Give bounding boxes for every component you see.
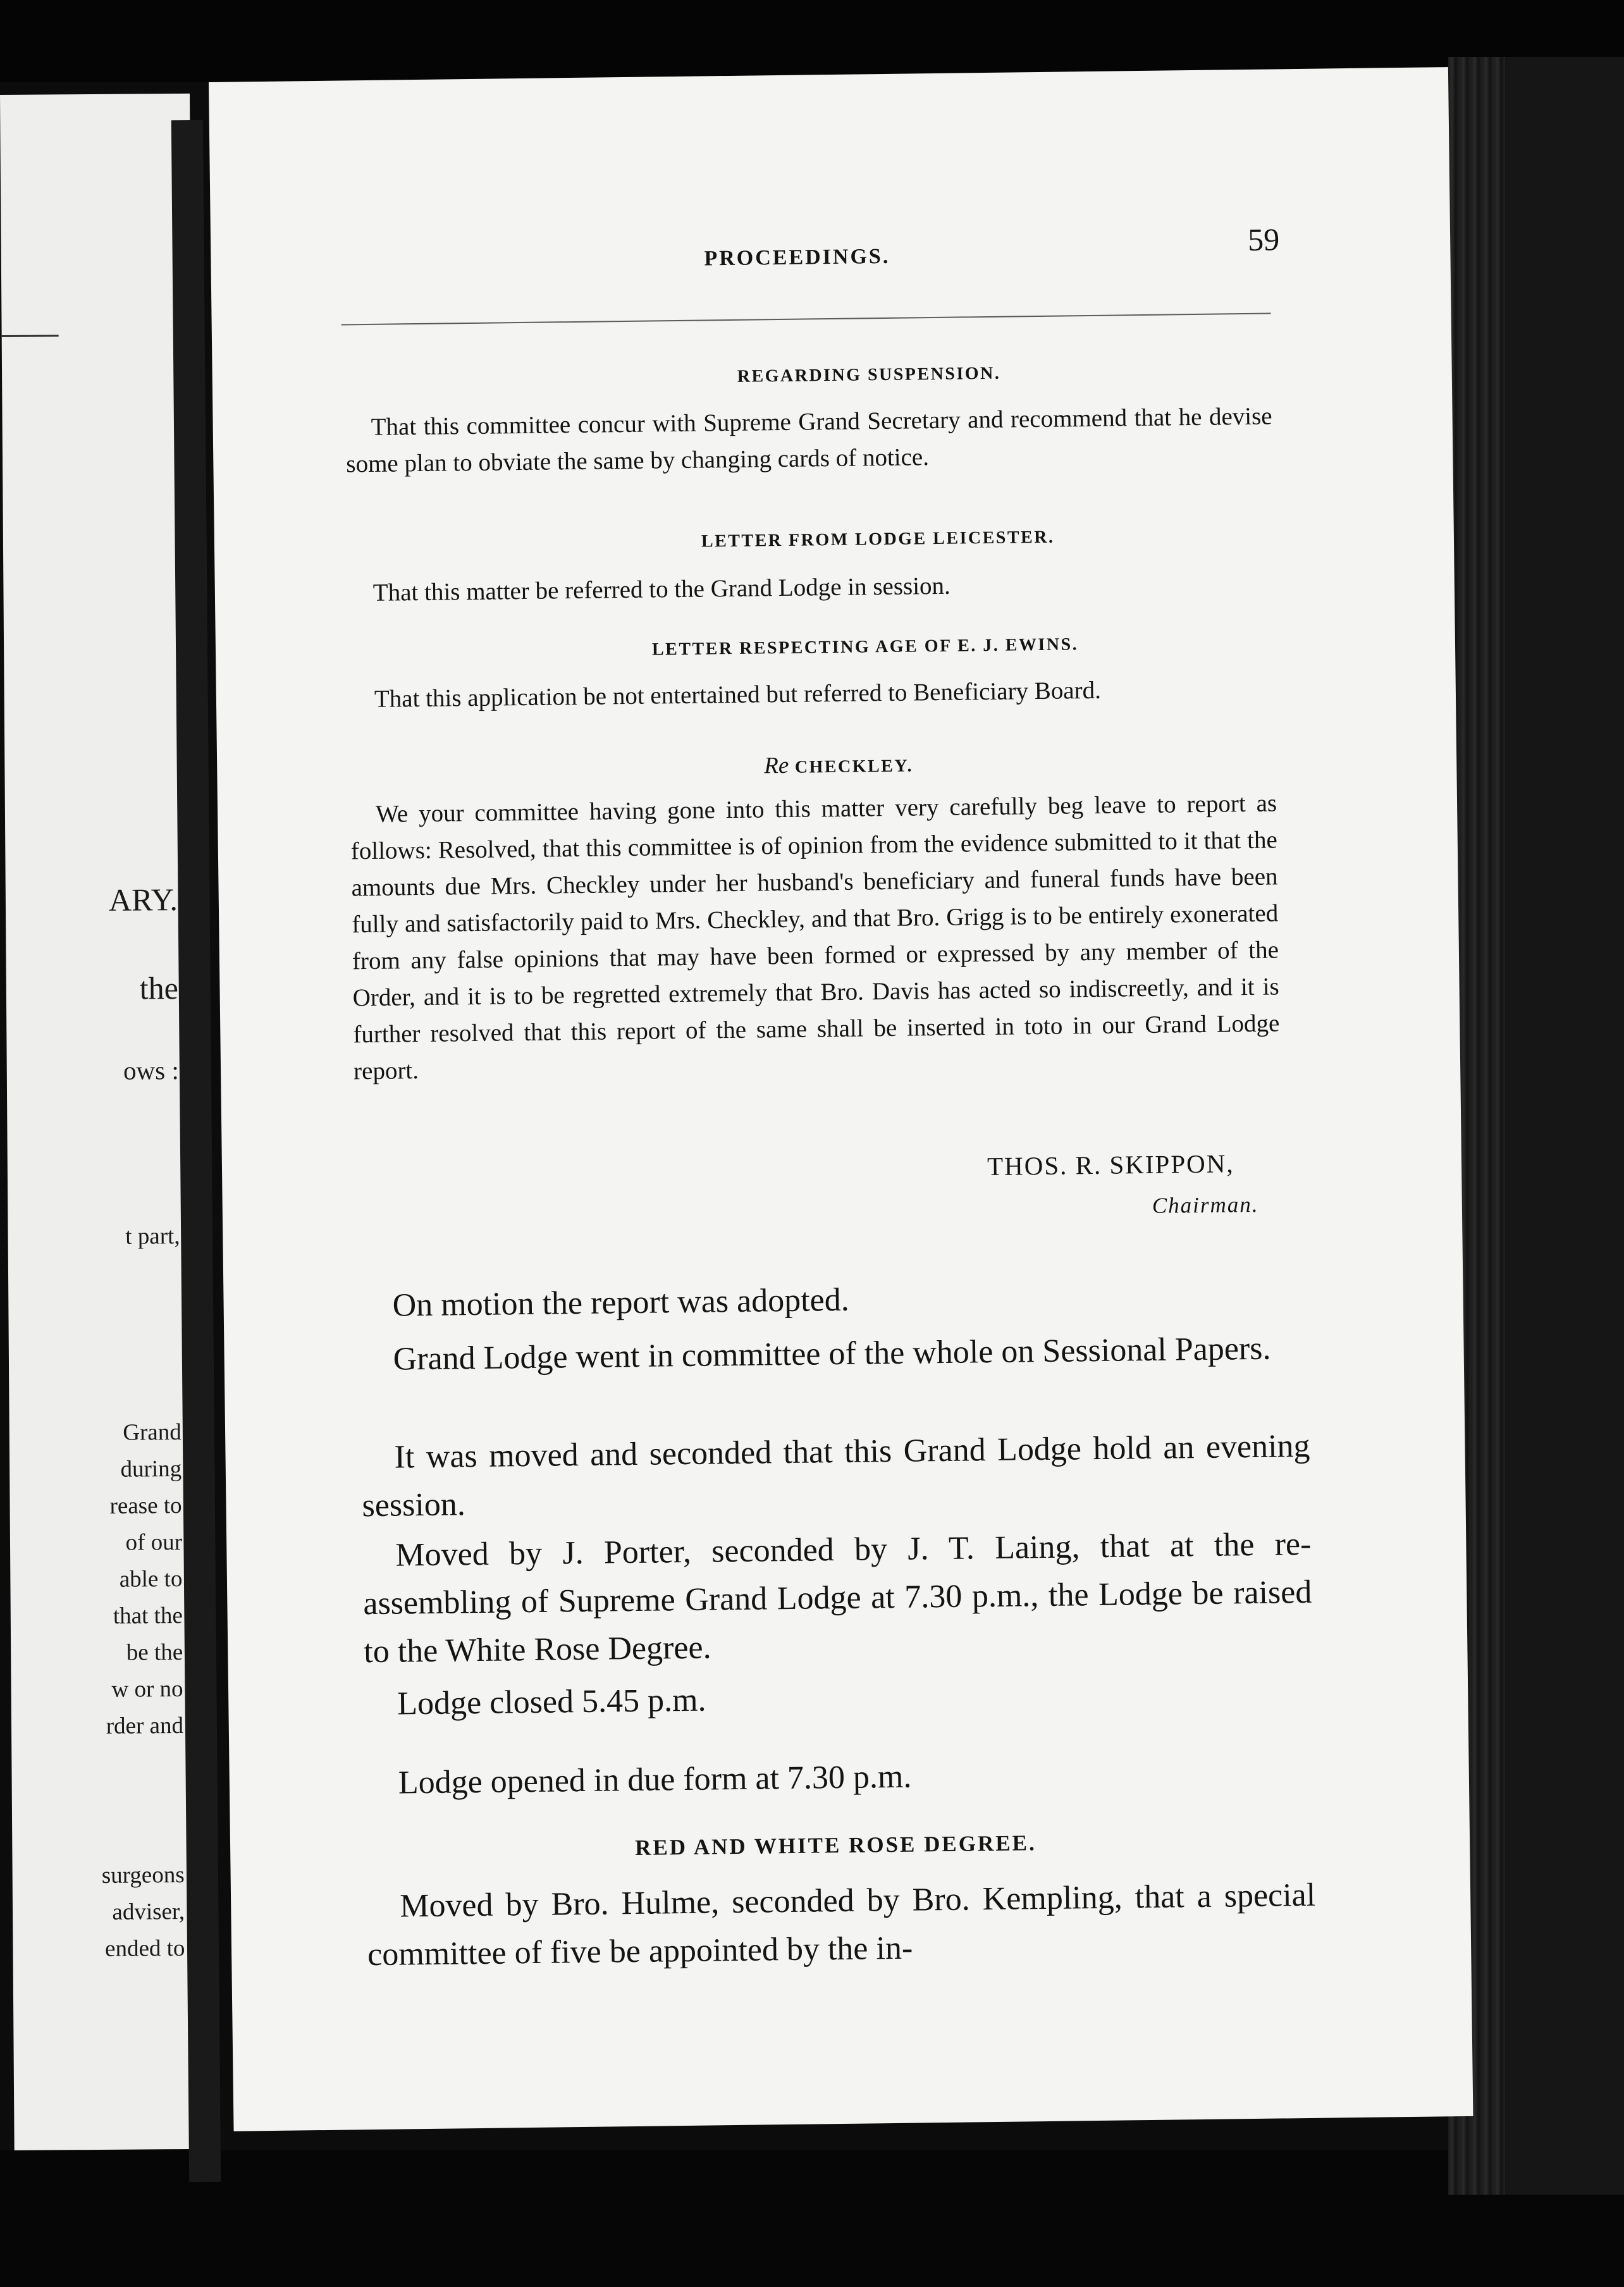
left-fragment: able to: [119, 1566, 183, 1593]
scan-background-bottom: [0, 2150, 1624, 2287]
section-paragraph: That this application be not entertained but referred to Beneficiary Board.: [374, 676, 1102, 713]
left-page-rule: [2, 335, 59, 337]
left-fragment: w or no: [111, 1676, 183, 1703]
proceedings-paragraph: Lodge closed 5.45 p.m.: [397, 1682, 706, 1722]
signature-title: Chairman.: [1152, 1192, 1259, 1218]
left-fragment: ARY.: [108, 882, 178, 918]
left-fragment: rease to: [109, 1493, 182, 1519]
section-heading-checkley: [764, 750, 913, 779]
proceedings-paragraph: Moved by Bro. Hulme, seconded by Bro. Kempling, that a special committee of five be appointed by the in-: [367, 1877, 1316, 1973]
section-heading: REGARDING SUSPENSION.: [737, 363, 1001, 386]
heading-italic-prefix: Re: [764, 752, 789, 779]
proceedings-paragraph: It was moved and seconded that this Grand Lodge hold an evening session.: [362, 1427, 1310, 1524]
proceedings-paragraph: Lodge opened in due form at 7.30 p.m.: [398, 1758, 912, 1801]
degree-heading: RED AND WHITE ROSE DEGREE.: [634, 1830, 1037, 1860]
section-paragraph: We your committee having gone into this matter very carefully beg leave to report as follows: Resolved, that this committee is of opinion from the evidence submitted to it that the amounts due Mrs. Checkley under her husband's beneficiary and funeral funds have been fully and satisfactorily paid to Mrs. Checkley, and that Bro. Grigg is to be entirely exonerated from any false opinions that may have been formed or expressed by any member of the Order, and it is to be regretted extremely that Bro. Davis has acted so indiscreetly, and it is further resolved that this report of the same shall be inserted in toto in our Grand Lodge report.: [350, 789, 1280, 1085]
main-page: [209, 67, 1473, 2131]
left-fragment: during: [120, 1456, 182, 1483]
proceedings-paragraph: On motion the report was adopted.: [392, 1281, 850, 1324]
running-header: PROCEEDINGS.: [704, 244, 890, 271]
header-rule: [341, 313, 1271, 326]
left-fragment: be the: [126, 1639, 183, 1666]
proceedings-paragraph: Moved by J. Porter, seconded by J. T. Laing, that at the re-assembling of Supreme Grand Lodge at 7.30 p.m., the Lodge be raised to the White Rose Degree.: [363, 1526, 1312, 1670]
heading-text: CHECKLEY.: [794, 756, 914, 777]
left-fragment: ended to: [104, 1935, 185, 1962]
section-heading: LETTER FROM LODGE LEICESTER.: [701, 527, 1055, 552]
section-paragraph: That this committee concur with Supreme Grand Secretary and recommend that he devise some plan to obviate the same by changing cards of notice.: [346, 402, 1272, 478]
left-fragment: the: [139, 970, 179, 1006]
left-fragment: rder and: [106, 1713, 184, 1739]
left-fragment: of our: [125, 1529, 183, 1556]
section-heading: LETTER RESPECTING AGE OF E. J. EWINS.: [651, 634, 1079, 660]
section-paragraph: That this matter be referred to the Grand Lodge in session.: [372, 572, 951, 607]
left-fragment: surgeons: [101, 1862, 185, 1889]
left-fragment: adviser,: [112, 1899, 185, 1925]
left-fragment: Grand: [123, 1419, 181, 1446]
page-number: 59: [1247, 221, 1280, 257]
left-fragment: t part,: [125, 1223, 180, 1250]
left-fragment: that the: [113, 1603, 183, 1629]
book-cover-edge: [1505, 57, 1624, 2195]
proceedings-paragraph: Grand Lodge went in committee of the whole on Sessional Papers.: [393, 1330, 1271, 1378]
signature-name: THOS. R. SKIPPON,: [987, 1149, 1234, 1181]
left-fragment: ows :: [123, 1056, 179, 1085]
